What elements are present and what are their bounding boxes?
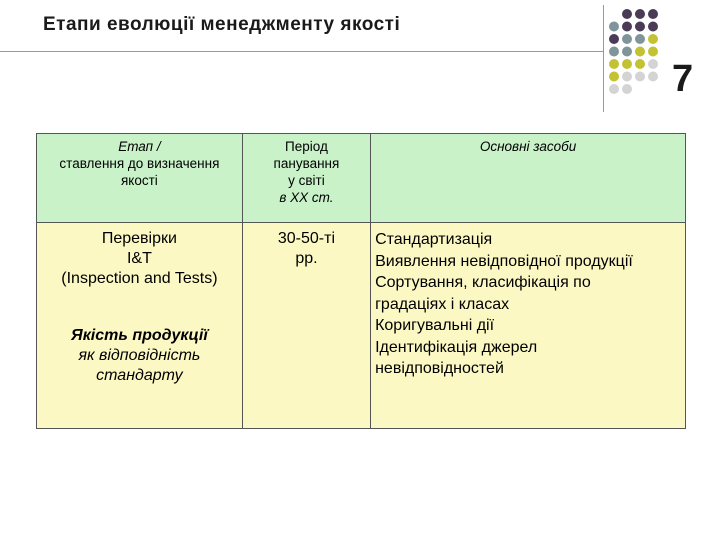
decorative-dot — [635, 34, 645, 44]
decorative-dot — [648, 22, 658, 32]
decorative-dot — [609, 84, 619, 94]
header-means-label: Основні засоби — [479, 139, 577, 154]
decorative-dot — [648, 59, 658, 69]
decorative-dot — [622, 84, 632, 94]
slide-number: 7 — [672, 58, 694, 100]
decorative-dot — [622, 9, 632, 19]
decorative-dot — [622, 47, 632, 57]
means-item: Ідентифікація джерел — [375, 338, 538, 356]
period-line: 30-50-ті — [277, 230, 335, 247]
cell-means — [371, 223, 686, 429]
header-period-line: у світі — [288, 173, 325, 188]
header-period-line: в ХХ ст. — [279, 190, 334, 205]
decorative-dot — [648, 47, 658, 57]
decorative-dot — [622, 34, 632, 44]
decorative-dot — [609, 34, 619, 44]
vertical-divider — [603, 5, 604, 112]
decorative-dot — [609, 59, 619, 69]
header-period — [242, 134, 370, 223]
stage-line: І&T — [126, 250, 152, 267]
decorative-dot-grid — [608, 8, 670, 94]
decorative-dot — [635, 22, 645, 32]
decorative-dot — [622, 59, 632, 69]
header-stage-line: ставлення до визначення — [59, 156, 220, 171]
decorative-dot — [635, 9, 645, 19]
means-item: невідповідностей — [375, 360, 504, 377]
header-period-line: Період — [285, 139, 328, 154]
decorative-dot — [609, 22, 619, 32]
header-stage-line: Етап / — [118, 139, 161, 154]
means-item: Сортування, класифікація по — [375, 274, 591, 291]
table-header-row — [37, 134, 686, 223]
quality-line: стандарту — [96, 367, 183, 384]
quality-line: як відповідність — [78, 347, 201, 364]
period-line: рр. — [295, 250, 318, 267]
means-item: Виявлення невідповідної продукції — [375, 252, 633, 270]
stage-line: (Inspection and Tests) — [61, 270, 218, 287]
evolution-table — [36, 133, 686, 429]
cell-period — [242, 223, 370, 429]
means-item: градаціях і класах — [375, 295, 510, 313]
decorative-dot — [635, 72, 645, 82]
slide-title: Етапи еволюції менеджменту якості — [43, 14, 401, 35]
decorative-dot — [635, 47, 645, 57]
means-item: Коригувальні дії — [375, 317, 495, 334]
table-row — [37, 223, 686, 429]
decorative-dot — [648, 34, 658, 44]
header-stage-line: якості — [120, 173, 158, 188]
quality-heading: Якість продукції — [71, 327, 208, 344]
header-period-line: панування — [273, 156, 340, 171]
decorative-dot — [622, 72, 632, 82]
decorative-dot — [648, 72, 658, 82]
decorative-dot — [609, 72, 619, 82]
decorative-dot — [609, 47, 619, 57]
decorative-dot — [635, 59, 645, 69]
decorative-dot — [622, 22, 632, 32]
cell-stage — [37, 223, 243, 429]
decorative-dot — [648, 9, 658, 19]
header-means — [371, 134, 686, 223]
stage-line: Перевірки — [101, 230, 177, 247]
title-divider — [0, 51, 604, 52]
means-item: Стандартизація — [375, 231, 493, 248]
header-stage — [37, 134, 243, 223]
